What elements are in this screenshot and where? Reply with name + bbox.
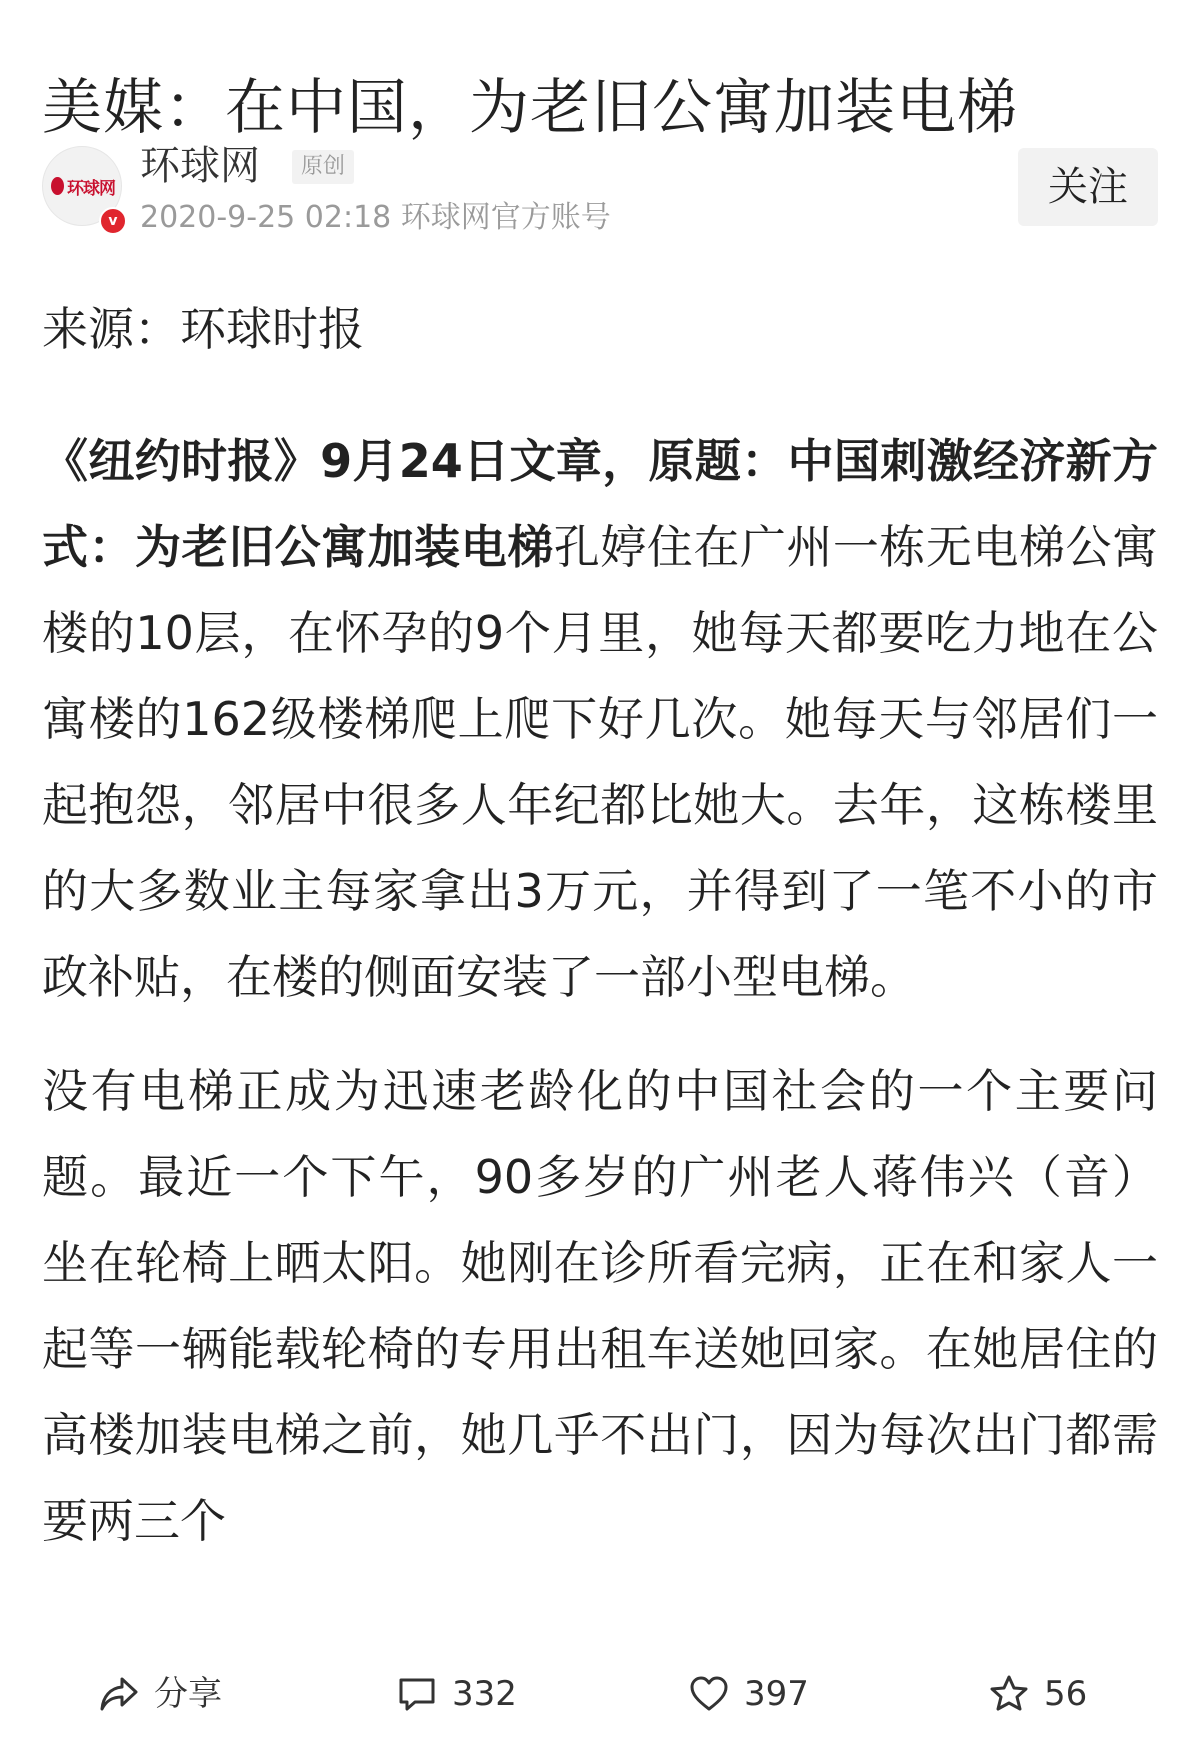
huanqiu-logo-icon (51, 173, 115, 199)
share-label: 分享 (154, 1674, 222, 1714)
article-title: 美媒：在中国，为老旧公寓加装电梯 (42, 73, 1018, 144)
like-button[interactable] (688, 1664, 809, 1724)
comment-icon (396, 1673, 438, 1715)
logo-text: 环球网 (67, 178, 115, 199)
follow-button[interactable]: 关注 (1018, 148, 1158, 226)
author-name[interactable]: 环球网 (140, 143, 260, 189)
comment-button[interactable] (396, 1664, 517, 1724)
paragraph-2: 没有电梯正成为迅速老龄化的中国社会的一个主要问题。最近一个下午，90多岁的广州老人蒋伟兴（音）坐在轮椅上晒太阳。她刚在诊所看完病，正在和家人一起等一辆能载轮椅的专用出租车送她回家。在她居住的高楼加装电梯之前，她几乎不出门，因为每次出门都需要两三个 (42, 1064, 1158, 1548)
bottom-action-bar (0, 1640, 1200, 1750)
author-row (42, 136, 1158, 246)
favorite-count: 56 (1044, 1674, 1088, 1714)
share-icon (98, 1673, 140, 1715)
favorite-button[interactable] (988, 1664, 1087, 1724)
paragraph-1-text: 孔婷住在广州一栋无电梯公寓楼的10层，在怀孕的9个月里，她每天都要吃力地在公寓楼的162级楼梯爬上爬下好几次。她每天与邻居们一起抱怨，邻居中很多人年纪都比她大。去年，这栋楼里的大多数业主每家拿出3万元，并得到了一笔不小的市政补贴，在楼的侧面安装了一部小型电梯。 (42, 520, 1159, 1004)
star-icon (988, 1673, 1030, 1715)
source-line: 来源：环球时报 (42, 302, 364, 356)
verified-badge-icon: v (99, 207, 127, 235)
paragraph-1 (42, 418, 1158, 1020)
publish-meta: 2020-9-25 02:18 环球网官方账号 (140, 200, 611, 235)
share-button[interactable] (98, 1664, 222, 1724)
logo-dot-icon (51, 177, 64, 195)
original-badge: 原创 (292, 150, 354, 184)
like-count: 397 (744, 1674, 809, 1714)
avatar[interactable] (42, 146, 122, 229)
paragraph-1-lead: 《纽约时报》9月24日文章，原题：中国刺激经济新方式：为老旧公寓加装电梯 (42, 434, 1158, 574)
heart-icon (688, 1673, 730, 1715)
article-body (42, 418, 1158, 1564)
comment-count: 332 (452, 1674, 517, 1714)
